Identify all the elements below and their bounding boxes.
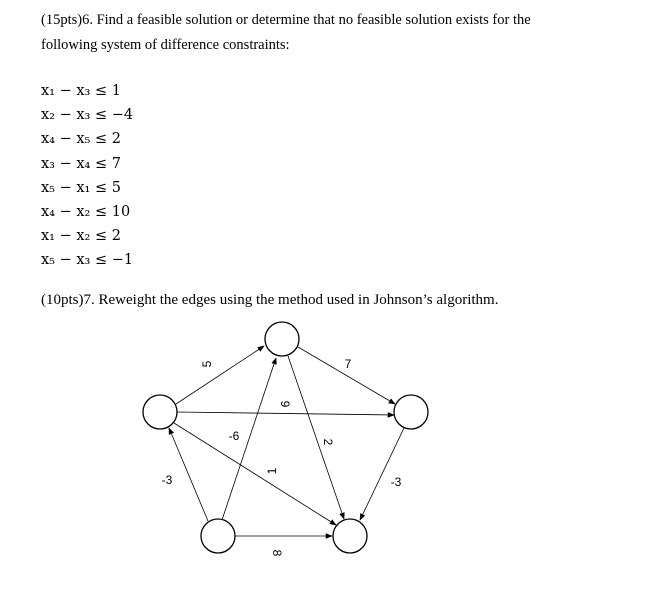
- edge-left-to-bottom-right: [174, 423, 336, 525]
- constraint-2: x₂ − x₃ ≤ −4: [41, 107, 134, 124]
- constraint-3: x₄ − x₅ ≤ 2: [41, 131, 121, 148]
- node-bottom-left: [201, 519, 235, 553]
- weight-label-top-bottom-right: 2: [321, 438, 335, 446]
- constraint-6: x₄ − x₂ ≤ 10: [41, 204, 131, 221]
- constraint-8: x₅ − x₃ ≤ −1: [41, 252, 134, 269]
- weight-label-top-right: 7: [344, 357, 352, 371]
- weight-label-left-bottom-right: 1: [265, 467, 279, 475]
- constraint-4: x₃ − x₄ ≤ 7: [41, 155, 121, 172]
- weight-label-bottom-left-left: -3: [161, 473, 173, 487]
- edge-bottom-left-to-left: [169, 428, 208, 521]
- node-top: [265, 322, 299, 356]
- weight-label-right-bottom-right: -3: [390, 475, 402, 489]
- question-6-line-2: following system of difference constraints:: [41, 37, 290, 53]
- constraint-7: x₁ − x₂ ≤ 2: [41, 228, 121, 245]
- weight-label-left-top: 5: [200, 360, 214, 368]
- constraint-5: x₅ − x₁ ≤ 5: [41, 179, 121, 196]
- node-left: [143, 395, 177, 429]
- node-bottom-right: [333, 519, 367, 553]
- question-6-line-1: (15pts)6. Find a feasible solution or determine that no feasible solution exists for the: [41, 12, 531, 28]
- weight-label-bottom-left-bottom-right: 8: [270, 549, 284, 557]
- question-7-text: (10pts)7. Reweight the edges using the method used in Johnson’s algorithm.: [41, 292, 499, 308]
- edge-top-to-bottom-right: [288, 356, 344, 519]
- edge-right-to-bottom-right: [360, 428, 404, 520]
- edge-left-to-top: [176, 346, 264, 404]
- weight-label-left-right: 9: [278, 400, 292, 408]
- edge-top-to-right: [298, 347, 395, 404]
- constraint-1: x₁ − x₃ ≤ 1: [41, 83, 121, 99]
- node-right: [394, 395, 428, 429]
- weight-label-bottom-left-top: -6: [228, 429, 240, 443]
- edge-left-to-right: [177, 412, 394, 415]
